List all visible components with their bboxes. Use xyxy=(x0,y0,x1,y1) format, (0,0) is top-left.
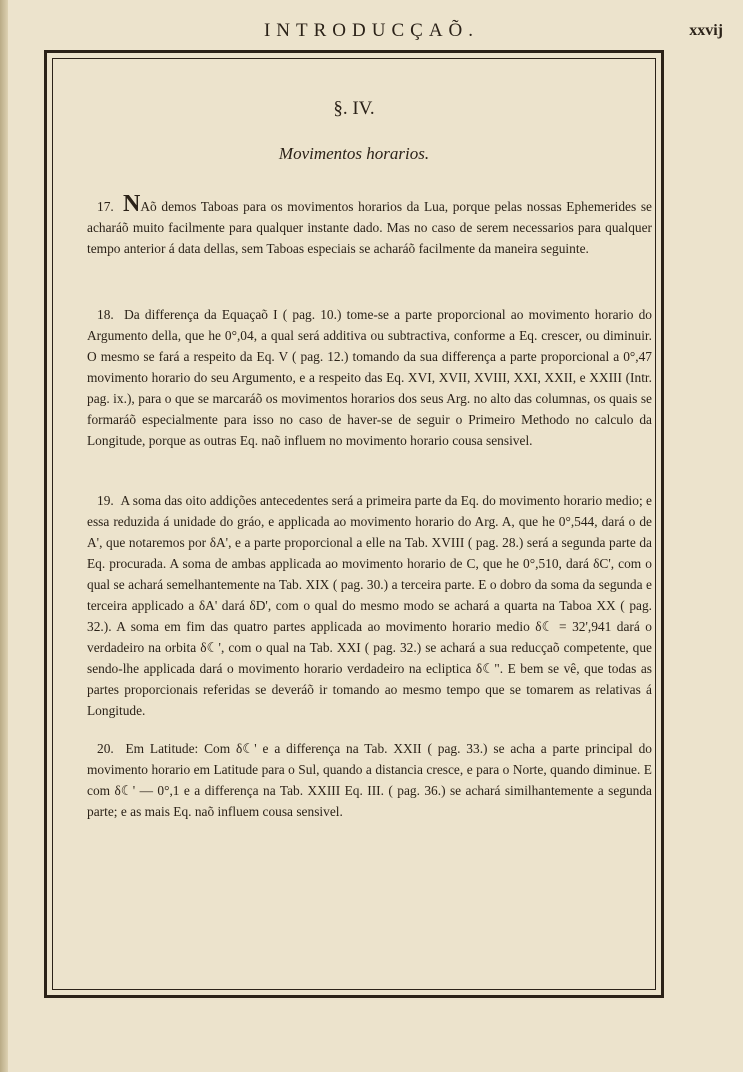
running-title: INTRODUCÇAÕ. xyxy=(263,20,480,41)
paragraph-text: Da differença da Equaçaõ I ( pag. 10.) tome-se a parte proporcional ao movimento horario do Argumento della, que he 0°,04, a qual será additiva ou subtractiva, conforme a Eq. crescer, ou diminuir. O mesmo se fará a respeito da Eq. V ( pag. 12.) tomando da sua differença a parte proporcional a 0°,47 movimento horario do seu Argumento, e a respeito das Eq. XVI, XVII, XVIII, XXI, XXII, e XXIII (Intr. pag. ix.), para o que se marcaráõ os movimentos horarios dos seus Arg. no alto das columnas, os quais se formaráõ especialmente para isso no caso de haver-se de seguir o Primeiro Methodo no calculo da Longitude, porque as outras Eq. naõ influem no movimento horario cousa sensivel. xyxy=(87,307,652,448)
paragraph-number: 18. xyxy=(97,307,114,322)
paragraph-number: 17. xyxy=(97,199,114,214)
paragraph-number: 20. xyxy=(97,741,114,756)
paragraph-17 xyxy=(87,191,652,259)
paragraph-18 xyxy=(87,304,652,451)
running-head xyxy=(0,20,743,44)
paragraph-number: 19. xyxy=(97,493,114,508)
paragraph-text: Em Latitude: Com δ☾' e a differença na Tab. XXII ( pag. 33.) se acha a parte principal do movimento horario em Latitude para o Sul, quando a distancia cresce, e para o Norte, quando diminue. E com δ☾' — 0°,1 e a differença na Tab. XXIII Eq. III. ( pag. 36.) se achará similhantemente a segunda parte; e as mais Eq. naõ influem cousa sensivel. xyxy=(87,741,652,819)
paragraph-20 xyxy=(87,738,652,822)
paragraph-19 xyxy=(87,490,652,721)
section-number: §. IV. xyxy=(333,98,375,119)
drop-initial: N xyxy=(123,191,141,217)
page-edge xyxy=(0,0,8,1072)
paragraph-text: Aõ demos Taboas para os movimentos horarios da Lua, porque pelas nossas Ephemerides se acharáõ muito facilmente para qualquer instante dado. Mas no caso de serem necessarios para qualquer tempo anterior á data dellas, sem Taboas especiais se acharáõ facilmente da maneira seguinte. xyxy=(87,199,652,256)
section-title: Movimentos horarios. xyxy=(278,144,430,163)
paragraph-text: A soma das oito addições antecedentes será a primeira parte da Eq. do movimento horario medio; e essa reduzida á unidade do gráo, e applicada ao movimento horario do Arg. A, que he 0°,544, dará o de A', que notaremos por δA', e a parte proporcional a elle na Tab. XVIII ( pag. 28.) será a segunda parte da Eq. procurada. A soma de ambas applicada ao movimento horario de C, que he 0°,510, dará δC', com o qual se achará semelhantemente na Tab. XIX ( pag. 30.) a terceira parte. E o dobro da soma da segunda e terceira applicado a δA' dará δD', com o qual do mesmo modo se achará a quarta na Taboa XX ( pag. 32.). A soma em fim das quatro partes applicada ao movimento horario medio δ☾ = 32',941 dará o verdadeiro na orbita δ☾', com o qual na Tab. XXI ( pag. 32.) se achará a sua reducçaõ competente, que sendo-lhe applicada dará o movimento horario verdadeiro na ecliptica δ☾". E bem se vê, que todas as partes proporcionais referidas se deveráõ ir tomando ao mesmo tempo que se tomarem as relativas á Longitude. xyxy=(87,493,652,718)
page-number: xxvij xyxy=(689,22,723,39)
